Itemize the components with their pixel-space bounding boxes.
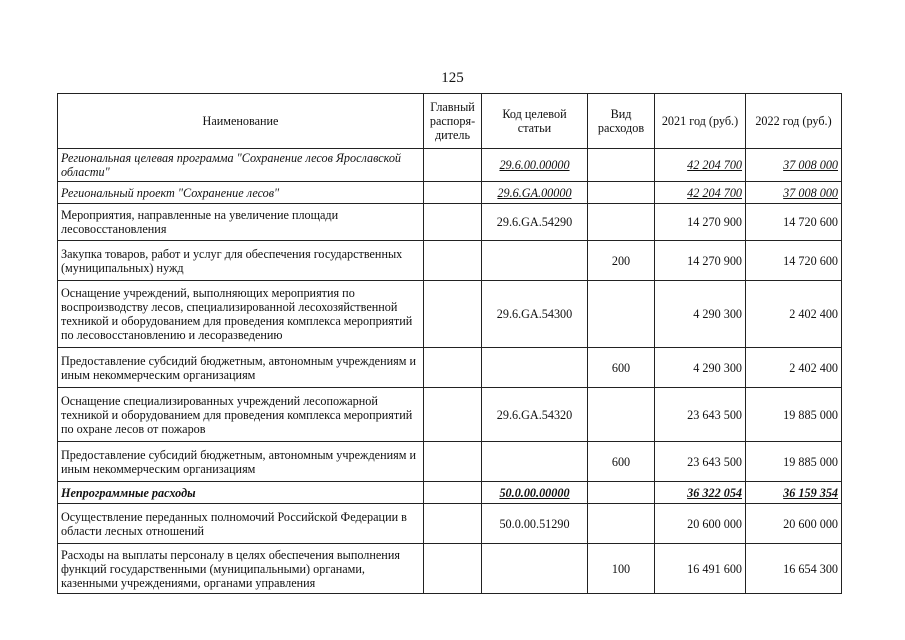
- row-2022: 19 885 000: [746, 388, 842, 442]
- row-name: Оснащение учреждений, выполняющих мероприятия по воспроизводству лесов, специализированной лесохозяйственной техникой и оборудованием для проведения комплекса мероприятий по лесовосстановлению и лесоразведению: [58, 281, 424, 348]
- row-2021: 23 643 500: [655, 388, 746, 442]
- table-row: [58, 442, 842, 482]
- row-type: 100: [588, 544, 655, 594]
- row-code: [482, 544, 588, 594]
- header-code: Код целевой статьи: [482, 94, 588, 149]
- row-manager: [424, 241, 482, 281]
- row-type: 600: [588, 442, 655, 482]
- row-type: 200: [588, 241, 655, 281]
- row-manager: [424, 442, 482, 482]
- row-code: 29.6.GA.00000: [497, 185, 572, 200]
- row-manager: [424, 482, 482, 504]
- row-manager: [424, 388, 482, 442]
- row-2022: 20 600 000: [746, 504, 842, 544]
- row-2022: 2 402 400: [746, 281, 842, 348]
- header-name: Наименование: [58, 94, 424, 149]
- row-manager: [424, 149, 482, 182]
- row-2021: 14 270 900: [655, 241, 746, 281]
- row-type: [588, 482, 655, 504]
- row-manager: [424, 544, 482, 594]
- table-header-row: [58, 94, 842, 149]
- table-row: [58, 348, 842, 388]
- row-2021: 14 270 900: [655, 204, 746, 241]
- row-name: Осуществление переданных полномочий Российской Федерации в области лесных отношений: [58, 504, 424, 544]
- row-2022: 2 402 400: [746, 348, 842, 388]
- row-name: Оснащение специализированных учреждений лесопожарной техникой и оборудованием для проведения комплекса мероприятий по охране лесов от пожаров: [58, 388, 424, 442]
- row-manager: [424, 348, 482, 388]
- table-row: [58, 544, 842, 594]
- row-code: [482, 348, 588, 388]
- row-name: Закупка товаров, работ и услуг для обеспечения государственных (муниципальных) нужд: [58, 241, 424, 281]
- row-2021: 42 204 700: [687, 158, 742, 172]
- row-manager: [424, 281, 482, 348]
- row-code: 50.0.00.51290: [482, 504, 588, 544]
- row-2021: 16 491 600: [655, 544, 746, 594]
- row-manager: [424, 504, 482, 544]
- page-number: 125: [441, 70, 464, 86]
- row-name: Региональный проект "Сохранение лесов": [58, 182, 424, 204]
- row-manager: [424, 204, 482, 241]
- row-2021: 42 204 700: [687, 185, 742, 200]
- row-manager: [424, 182, 482, 204]
- table-row: [58, 388, 842, 442]
- table-row: [58, 241, 842, 281]
- row-name: Расходы на выплаты персоналу в целях обеспечения выполнения функций государственными (муниципальными) органами, казенными учреждениями, органами управления: [58, 544, 424, 594]
- row-2022: 14 720 600: [746, 241, 842, 281]
- row-code: 29.6.GA.54300: [482, 281, 588, 348]
- row-2021: 36 322 054: [687, 485, 742, 500]
- row-type: [588, 388, 655, 442]
- table-row: [58, 504, 842, 544]
- row-type: [588, 281, 655, 348]
- row-code: 29.6.GA.54290: [482, 204, 588, 241]
- row-code: [482, 442, 588, 482]
- table-row: [58, 149, 842, 182]
- table-row: [58, 204, 842, 241]
- row-code: 29.6.00.00000: [499, 158, 570, 172]
- table-row: [58, 482, 842, 504]
- row-type: [588, 504, 655, 544]
- header-type: Вид расходов: [588, 94, 655, 149]
- row-2022: 19 885 000: [746, 442, 842, 482]
- row-2021: 23 643 500: [655, 442, 746, 482]
- header-2022: 2022 год (руб.): [746, 94, 842, 149]
- row-type: [588, 204, 655, 241]
- header-2021: 2021 год (руб.): [655, 94, 746, 149]
- budget-table: [57, 93, 842, 594]
- row-2022: 37 008 000: [783, 185, 838, 200]
- header-manager: Главный распоря-дитель: [424, 94, 482, 149]
- row-2021: 4 290 300: [655, 348, 746, 388]
- row-name: Предоставление субсидий бюджетным, автономным учреждениям и иным некоммерческим организациям: [58, 348, 424, 388]
- row-code: 29.6.GA.54320: [482, 388, 588, 442]
- row-2021: 4 290 300: [655, 281, 746, 348]
- row-code: [482, 241, 588, 281]
- row-2022: 16 654 300: [746, 544, 842, 594]
- row-name: Региональная целевая программа "Сохранение лесов Ярославской области": [58, 149, 424, 182]
- row-2022: 14 720 600: [746, 204, 842, 241]
- table-row: [58, 281, 842, 348]
- row-name: Непрограммные расходы: [58, 482, 424, 504]
- row-name: Предоставление субсидий бюджетным, автономным учреждениям и иным некоммерческим организациям: [58, 442, 424, 482]
- row-type: 600: [588, 348, 655, 388]
- row-type: [588, 182, 655, 204]
- row-2021: 20 600 000: [655, 504, 746, 544]
- table-row: [58, 182, 842, 204]
- row-2022: 37 008 000: [783, 158, 838, 172]
- row-code: 50.0.00.00000: [499, 485, 570, 500]
- row-name: Мероприятия, направленные на увеличение площади лесовосстановления: [58, 204, 424, 241]
- row-type: [588, 149, 655, 182]
- row-2022: 36 159 354: [783, 485, 838, 500]
